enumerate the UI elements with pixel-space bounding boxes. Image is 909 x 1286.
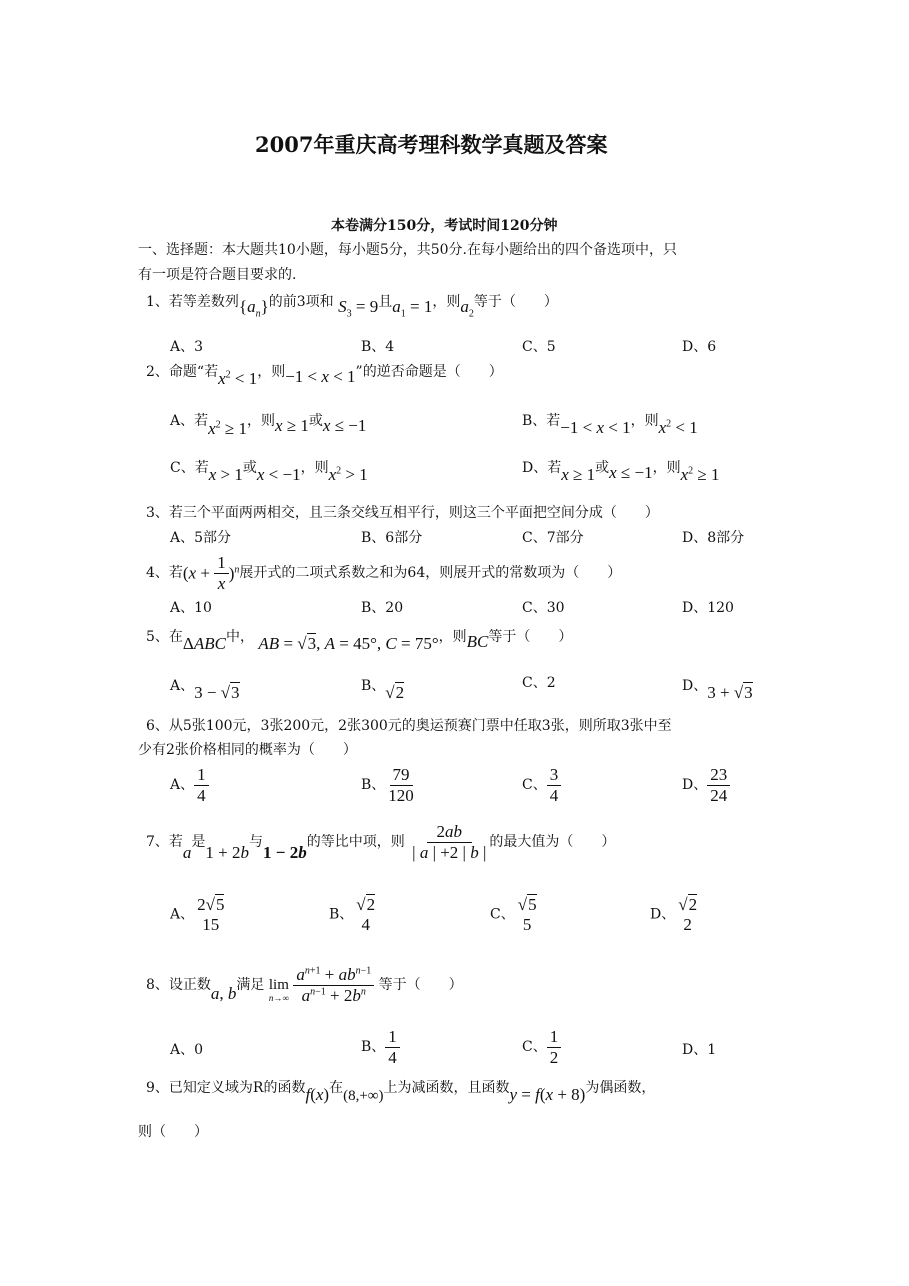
q6-option-b: B、 $\frac{79}{120}$	[361, 765, 414, 805]
q2-option-b: B、若−1 < x < 1，则$x^2 < 1$	[522, 413, 698, 437]
q3-option-c: C、7部分	[522, 530, 584, 546]
section-instruction-line1: 一、选择题：本大题共10小题，每小题5分，共50分.在每小题给出的四个备选项中，只	[138, 242, 677, 258]
q7-option-c: C、 √5 5	[490, 895, 537, 934]
q5-option-b: B、√2	[361, 678, 405, 702]
question-7: 7、若a是1 + 2b与1 − 2b的等比中项，则 $\frac{2ab}{| a | +2 | b |}$ 的最大值为（ ）	[146, 822, 616, 862]
question-8: 8、设正数a, b满足 lim n→∞ $\frac{a^{n+1} + ab^{n-1}}{a^{n-1} + 2b^n}$ 等于（ ）	[146, 965, 463, 1005]
q6-option-a: A、 $\frac{1}{4}$	[170, 765, 209, 805]
q7-option-d: D、 √2 2	[650, 895, 698, 934]
question-3: 3、若三个平面两两相交，且三条交线互相平行，则这三个平面把空间分成（ ）	[146, 505, 659, 521]
q1-option-b: B、4	[361, 339, 395, 355]
question-6-line1: 6、从5张100元，3张200元，2张300元的奥运预赛门票中任取3张，则所取3张中至	[146, 718, 672, 734]
q5-option-a: A、3 − √3	[170, 678, 240, 702]
q8-option-b: B、 $\frac{1}{4}$	[361, 1027, 400, 1067]
question-6-line2: 少有2张价格相同的概率为（ ）	[138, 742, 357, 758]
question-5: 5、在ΔABC中， AB = √3, A = 45°, C = 75°，则BC等于（ ）	[146, 629, 573, 653]
question-2: 2、命题“若$x^2 < 1$，则−1 < x < 1”的逆否命题是（ ）	[146, 364, 503, 388]
q8-option-d: D、1	[682, 1042, 717, 1058]
page-title: 2007年重庆高考理科数学真题及答案	[255, 132, 608, 157]
q1-option-a: A、3	[170, 339, 204, 355]
q3-option-b: B、6部分	[361, 530, 423, 546]
q8-option-a: A、0	[170, 1042, 204, 1058]
q3-option-a: A、5部分	[170, 530, 232, 546]
q8-option-c: C、 $\frac{1}{2}$	[522, 1027, 561, 1067]
q4-option-d: D、120	[682, 600, 734, 616]
q1-option-d: D、6	[682, 339, 717, 355]
q2-option-a: A、若$x^2 \ge 1$，则x ≥ 1或x ≤ −1	[170, 413, 367, 438]
q5-option-c: C、2	[522, 675, 556, 691]
question-1: 1、若等差数列$\{a_n\}$的前3项和 $S_3 = 9$且$a_1 = 1$，则$a_2$等于（ ）	[146, 294, 558, 320]
question-9: 9、已知定义域为R的函数f(x)在(8,+∞)上为减函数，且函数y = f(x + 8)为偶函数，	[146, 1080, 656, 1104]
q4-option-a: A、10	[170, 600, 212, 616]
subtitle: 本卷满分150分，考试时间120分钟	[331, 218, 558, 234]
question-9-line2: 则（ ）	[138, 1124, 208, 1140]
q6-option-d: D、 $\frac{23}{24}$	[682, 765, 730, 805]
q7-option-b: B、 √2 4	[329, 895, 376, 934]
q3-option-d: D、8部分	[682, 530, 745, 546]
question-4: 4、若(x + $\frac{1}{x}$ )$^n$展开式的二项式系数之和为64，则展开式的常数项为（ ）	[146, 553, 622, 593]
q2-option-c: C、若x > 1或x < −1，则$x^2 > 1$	[170, 460, 368, 484]
q2-option-d: D、若x ≥ 1或x ≤ −1，则$x^2 \ge 1$	[522, 460, 720, 484]
q4-option-c: C、30	[522, 600, 565, 616]
q6-option-c: C、 $\frac{3}{4}$	[522, 765, 561, 805]
section-instruction-line2: 有一项是符合题目要求的.	[138, 267, 297, 283]
q5-option-d: D、3 + √3	[682, 678, 753, 702]
q4-option-b: B、20	[361, 600, 404, 616]
q7-option-a: A、 2√5 15	[170, 895, 225, 934]
q1-option-c: C、5	[522, 339, 556, 355]
